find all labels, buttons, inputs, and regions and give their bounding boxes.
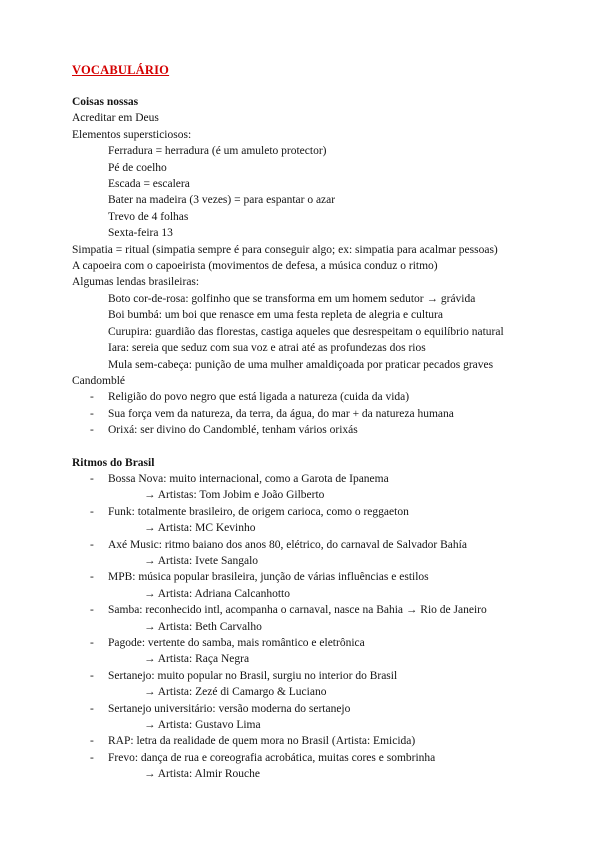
line-text: → Artista: Beth Carvalho bbox=[144, 620, 262, 633]
text-line bbox=[90, 701, 582, 717]
text-line bbox=[108, 225, 582, 241]
line-text: Sexta-feira 13 bbox=[108, 227, 173, 240]
line-text: RAP: letra da realidade de quem mora no Brasil (Artista: Emicida) bbox=[108, 735, 416, 748]
text-line bbox=[144, 586, 582, 602]
text-line bbox=[90, 504, 582, 520]
line-text: Trevo de 4 folhas bbox=[108, 210, 189, 223]
text-line bbox=[90, 471, 582, 487]
text-line bbox=[90, 668, 582, 684]
text-line bbox=[90, 750, 582, 766]
text-line bbox=[144, 766, 582, 782]
dash-bullet: - bbox=[90, 505, 94, 518]
line-text: Escada = escalera bbox=[108, 178, 190, 191]
line-text: Axé Music: ritmo baiano dos anos 80, elétrico, do carnaval de Salvador Bahía bbox=[108, 538, 467, 551]
text-line bbox=[90, 635, 582, 651]
text-line bbox=[108, 291, 582, 307]
line-text: Pagode: vertente do samba, mais romântico e eletrônica bbox=[108, 637, 365, 649]
text-line bbox=[144, 553, 582, 569]
dash-bullet: - bbox=[90, 571, 94, 584]
section-lines bbox=[72, 471, 582, 783]
dash-bullet: - bbox=[90, 407, 94, 420]
line-text: Sertanejo universitário: versão moderna do sertanejo bbox=[108, 702, 351, 715]
text-line bbox=[144, 717, 582, 733]
document-section bbox=[72, 94, 582, 439]
line-text: A capoeira com o capoeirista (movimentos de defesa, a música conduz o ritmo) bbox=[72, 260, 438, 273]
text-line bbox=[108, 340, 582, 356]
line-text: Candomblé bbox=[72, 374, 126, 387]
text-line bbox=[108, 143, 582, 159]
text-line bbox=[144, 684, 582, 700]
line-text: Curupira: guardião das florestas, castiga aqueles que desrespeitam o equilíbrio natural bbox=[108, 325, 504, 338]
text-line bbox=[90, 569, 582, 585]
text-line bbox=[72, 242, 582, 258]
line-text: Sua força vem da natureza, da terra, da água, do mar + da natureza humana bbox=[108, 407, 454, 420]
section-heading: Coisas nossas bbox=[72, 96, 139, 108]
section-lines bbox=[72, 110, 582, 438]
dash-bullet: - bbox=[90, 391, 94, 404]
line-text: → Artista: Zezé di Camargo & Luciano bbox=[144, 686, 327, 699]
line-text: Frevo: dança de rua e coreografia acrobática, muitas cores e sombrinha bbox=[108, 751, 436, 764]
dash-bullet: - bbox=[90, 424, 94, 437]
text-line bbox=[90, 389, 582, 405]
dash-bullet: - bbox=[90, 637, 94, 649]
text-line bbox=[108, 307, 582, 323]
text-line bbox=[144, 619, 582, 635]
text-line bbox=[108, 176, 582, 192]
line-text: Boto cor-de-rosa: golfinho que se transforma em um homem sedutor → grávida bbox=[108, 292, 476, 305]
dash-bullet: - bbox=[90, 472, 94, 485]
text-line bbox=[90, 422, 582, 438]
line-text: → Artista: Ivete Sangalo bbox=[144, 554, 259, 567]
dash-bullet: - bbox=[90, 669, 94, 682]
text-line bbox=[72, 373, 582, 389]
text-line bbox=[72, 258, 582, 274]
line-text: Samba: reconhecido intl, acompanha o carnaval, nasce na Bahia → Rio de Janeiro bbox=[108, 604, 487, 617]
text-line bbox=[72, 274, 582, 290]
line-text: → Artista: Raça Negra bbox=[144, 653, 250, 666]
text-line bbox=[108, 160, 582, 176]
text-line bbox=[144, 520, 582, 536]
text-line bbox=[108, 192, 582, 208]
text-line bbox=[90, 733, 582, 749]
line-text: Iara: sereia que seduz com sua voz e atrai até as profundezas dos rios bbox=[108, 342, 426, 355]
dash-bullet: - bbox=[90, 702, 94, 715]
line-text: → Artista: Almir Rouche bbox=[144, 768, 260, 781]
line-text: Simpatia = ritual (simpatia sempre é para conseguir algo; ex: simpatia para acalmar pessoas) bbox=[72, 243, 498, 256]
text-line bbox=[144, 487, 582, 503]
text-line bbox=[90, 406, 582, 422]
line-text: Funk: totalmente brasileiro, de origem carioca, como o reggaeton bbox=[108, 505, 409, 518]
section-heading: Ritmos do Brasil bbox=[72, 456, 155, 469]
line-text: → Artista: MC Kevinho bbox=[144, 522, 256, 535]
line-text: Boi bumbá: um boi que renasce em uma festa repleta de alegria e cultura bbox=[108, 309, 443, 322]
line-text: → Artistas: Tom Jobim e João Gilberto bbox=[144, 489, 325, 502]
text-line bbox=[144, 651, 582, 667]
line-text: Orixá: ser divino do Candomblé, tenham vários orixás bbox=[108, 424, 358, 437]
text-line bbox=[90, 537, 582, 553]
line-text: Sertanejo: muito popular no Brasil, surgiu no interior do Brasil bbox=[108, 669, 398, 682]
line-text: → Artista: Gustavo Lima bbox=[144, 719, 261, 732]
document-title: VOCABULÁRIO bbox=[72, 63, 170, 77]
dash-bullet: - bbox=[90, 735, 94, 748]
text-line bbox=[72, 127, 582, 143]
dash-bullet: - bbox=[90, 751, 94, 764]
document-section bbox=[72, 455, 582, 783]
dash-bullet: - bbox=[90, 538, 94, 551]
text-line bbox=[72, 110, 582, 126]
text-line bbox=[108, 324, 582, 340]
line-text: Algumas lendas brasileiras: bbox=[72, 276, 200, 289]
dash-bullet: - bbox=[90, 604, 94, 617]
line-text: → Artista: Adriana Calcanhotto bbox=[144, 587, 290, 600]
text-line bbox=[108, 357, 582, 373]
line-text: Elementos supersticiosos: bbox=[72, 128, 192, 141]
line-text: Mula sem-cabeça: punição de uma mulher amaldiçoada por praticar pecados graves bbox=[108, 358, 494, 371]
text-line bbox=[90, 602, 582, 618]
line-text: Bater na madeira (3 vezes) = para espantar o azar bbox=[108, 194, 336, 207]
text-line bbox=[108, 209, 582, 225]
line-text: Ferradura = herradura (é um amuleto protector) bbox=[108, 145, 327, 158]
line-text: Religião do povo negro que está ligada a natureza (cuida da vida) bbox=[108, 391, 410, 404]
line-text: Bossa Nova: muito internacional, como a Garota de Ipanema bbox=[108, 472, 389, 485]
line-text: Acreditar em Deus bbox=[72, 112, 159, 125]
document-body bbox=[72, 94, 582, 783]
line-text: Pé de coelho bbox=[108, 161, 167, 174]
line-text: MPB: música popular brasileira, junção de várias influências e estilos bbox=[108, 571, 429, 584]
